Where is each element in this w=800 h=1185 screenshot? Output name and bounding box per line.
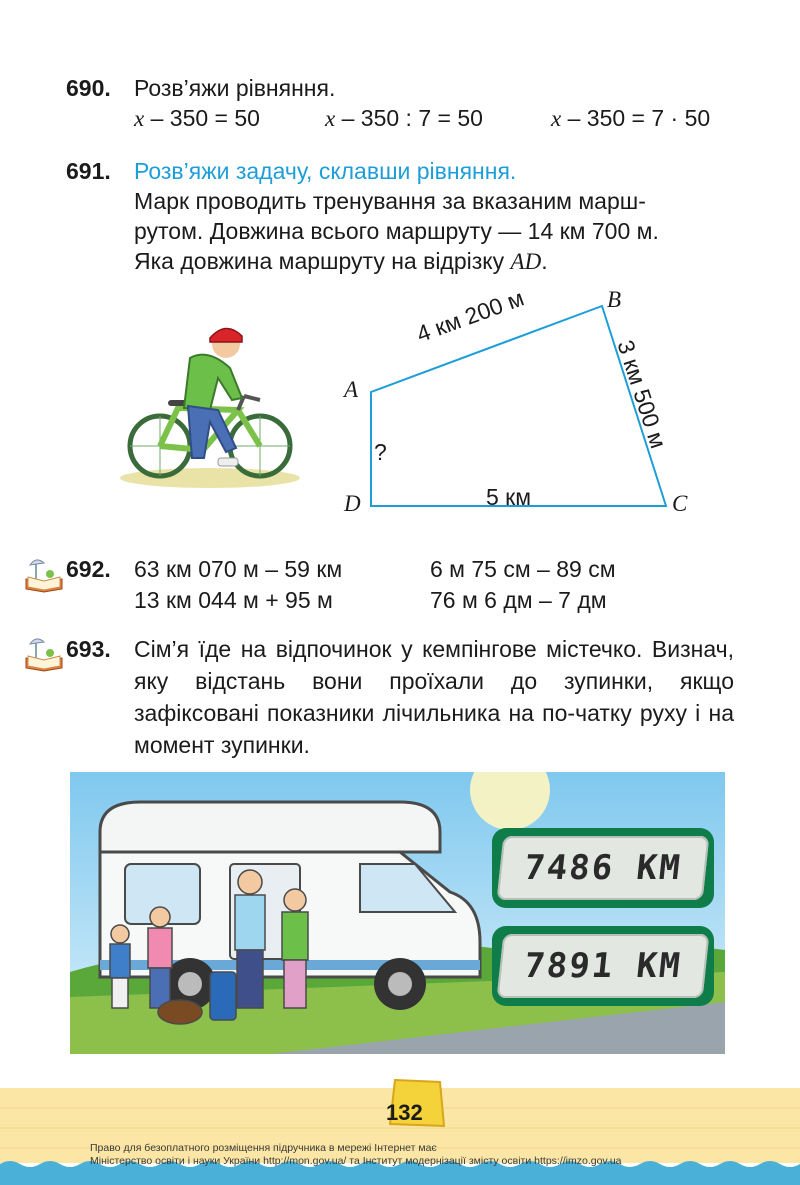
segment-ab-label: 4 км 200 м [413,284,528,348]
camper-illustration [70,772,725,1054]
exercise-691-line3: Яка довжина маршруту на відрізку AD. [134,248,548,274]
exercise-691-line1: Марк проводить тренування за вказаним марш- [134,188,646,214]
equation-1: x – 350 = 50 [134,105,260,131]
book-lamp-icon [24,557,64,593]
camper-scene [70,772,725,1054]
vertex-b-label: B [607,287,622,312]
vertex-c-label: C [672,491,688,516]
exercise-690-number: 690. [66,75,111,101]
exercise-692-number: 692. [66,556,111,582]
cyclist-illustration [118,318,308,490]
exercise-692-r1c1: 63 км 070 м – 59 км [134,556,343,582]
footer-decoration [0,1078,800,1185]
exercise-693-text: Сім’я їде на відпочинок у кемпінгове містечко. Визнач, яку відстань вони проїхали до зупинки, якщо зафіксовані показники лічильника на по-чатку руху і на момент зупинки. [134,636,734,758]
page-footer [0,1078,800,1185]
exercise-692-r2c2: 76 м 6 дм – 7 дм [430,587,607,613]
vertex-d-label: D [344,491,361,516]
odometer-start-display: 7486 КМ [497,836,710,900]
footer-copyright-line2: Міністерство освіти і науки України http://mon.gov.ua/ та Інститут модернізації змісту освіти https://imzo.gov.ua [90,1155,622,1167]
exercise-692-r2c1: 13 км 044 м + 95 м [134,587,333,613]
odometer-start [492,828,714,908]
page-number: 132 [386,1100,423,1125]
odometer-stop [492,926,714,1006]
exercise-691-number: 691. [66,158,111,184]
exercise-693-number: 693. [66,636,111,662]
segment-ad-label: ? [374,439,387,465]
equation-3: x – 350 = 7 · 50 [551,105,711,131]
exercise-691-line2: рутом. Довжина всього маршруту — 14 км 700 м. [134,218,659,244]
exercise-692-r1c2: 6 м 75 см – 89 см [430,556,616,582]
equation-2: x – 350 : 7 = 50 [325,105,483,131]
footer-copyright-line1: Право для безоплатного розміщення підручника в мережі Інтернет має [90,1142,437,1154]
segment-dc-label: 5 км [486,484,532,510]
segment-bc-label: 3 км 500 м [612,336,672,452]
book-lamp-icon [24,636,64,672]
exercise-691-task: Розв’яжи задачу, склавши рівняння. [134,158,517,184]
odometer-stop-display: 7891 КМ [497,934,710,998]
vertex-a-label: A [344,377,359,402]
exercise-690-task: Розв’яжи рівняння. [134,75,336,101]
